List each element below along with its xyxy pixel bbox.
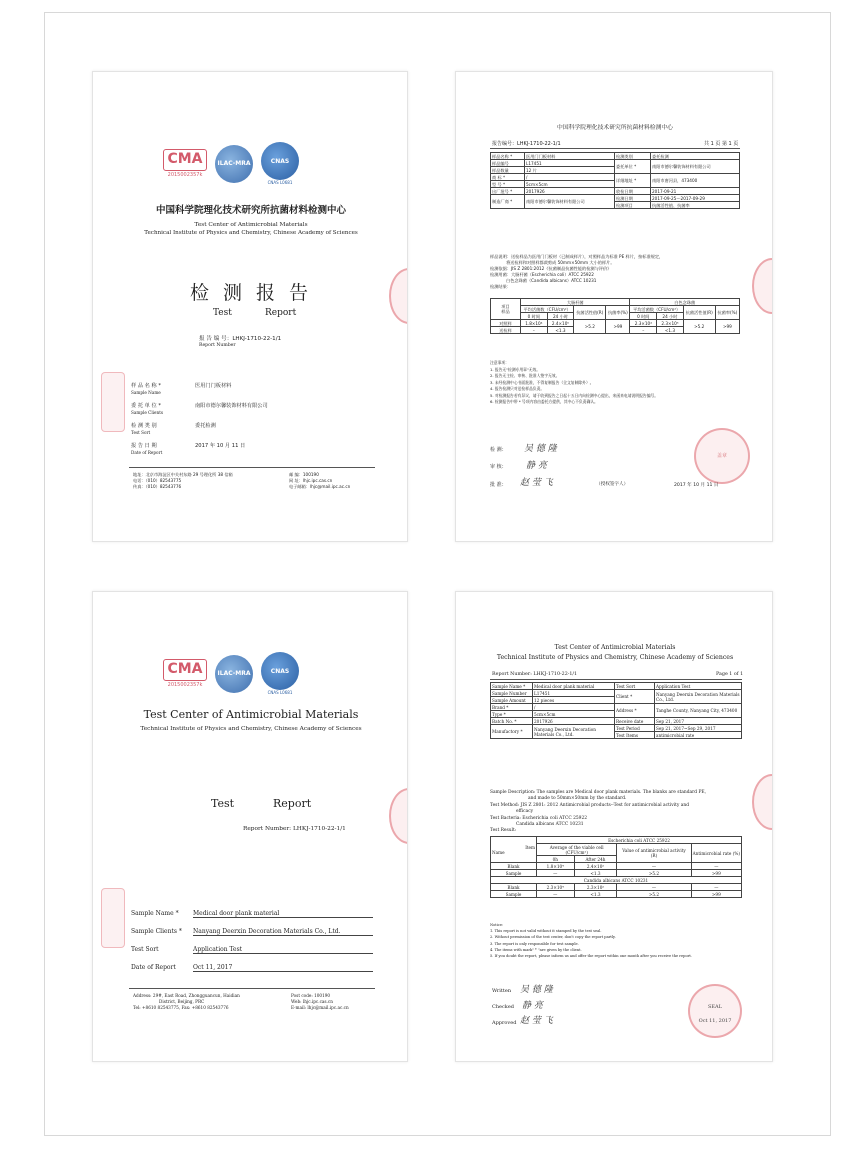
- note-item: 5. 对检测报告若有异议，请于收到报告之日起十五日内向检测中心提出，来函来电请说明报告编号。: [490, 392, 659, 398]
- test-method: 检测依据：JIS Z 2801:2012《抗菌制品抗菌性能的检测与评价》: [490, 266, 612, 271]
- reviewer-label: 审 核：: [490, 464, 507, 470]
- table-cell: [491, 299, 521, 320]
- bacteria-1: Test Bacteria: Escherichia coli ATCC 25922: [490, 815, 588, 821]
- sample-description: [490, 254, 740, 290]
- report-cover-english: [92, 591, 408, 1062]
- table-cell: 检测日期: [615, 195, 651, 202]
- side-seal: [752, 258, 773, 314]
- header-item: Item: [525, 844, 535, 850]
- report-results-chinese: [455, 71, 773, 542]
- header-0h: 0h: [537, 856, 575, 863]
- document-frame: [44, 12, 831, 1136]
- header-candida: 白色念珠菌: [630, 299, 740, 306]
- table-cell: 2.3×10⁵: [657, 320, 684, 327]
- sample-info-table: [490, 682, 742, 739]
- result-label: Test Result:: [490, 828, 517, 834]
- table-cell: /: [533, 704, 615, 711]
- field-label-en: Sample Name: [131, 390, 161, 395]
- table-cell: 1.8×10⁴: [521, 320, 548, 327]
- table-cell: 收检日期: [615, 188, 651, 195]
- note-item: 2. Without permission of the test center, don't copy the report partly.: [490, 935, 616, 940]
- note-item: 5. If you doubt the report, please inform us and offer the report within one month after you receive the report.: [490, 954, 692, 959]
- table-cell: 南阳市德尔馨装饰材料有限公司: [651, 160, 740, 174]
- divider: [490, 148, 740, 149]
- field-sample-clients: [131, 402, 371, 422]
- table-cell: 委托单位 *: [615, 160, 651, 174]
- table-row: [491, 195, 740, 202]
- header-value: 抗菌活性值(R): [574, 306, 606, 320]
- email-text: 电子邮箱：lhjc@mail.ipc.ac.cn: [289, 484, 351, 489]
- table-cell: Test Items: [615, 732, 655, 739]
- report-number-value: LHKJ-1710-22-1/1: [232, 336, 282, 342]
- table-cell: Address *: [615, 704, 655, 718]
- report-number: 报告编号：LHKJ-1710-22-1/1: [492, 141, 561, 147]
- fax-text: 传真：（010）82543776: [133, 484, 182, 489]
- table-cell: Type *: [491, 711, 533, 718]
- seal-label: SEAL: [707, 1004, 722, 1010]
- official-seal: [694, 428, 750, 484]
- table-cell: 1.8×10⁴: [537, 863, 575, 870]
- table-cell: >99: [691, 870, 741, 877]
- results-table: [490, 836, 742, 898]
- table-cell: 南阳市德尔馨装饰材料有限公司: [525, 195, 615, 209]
- cma-logo: [163, 149, 207, 179]
- table-cell: Sample Amount: [491, 697, 533, 704]
- field-label-cn: 样 品 名 称 *: [131, 383, 161, 389]
- table-cell: 2.3×10⁴: [537, 884, 575, 891]
- table-cell: 委托检测: [651, 153, 740, 160]
- header-24h: 24 小时: [547, 313, 574, 320]
- postcode-text: Post code: 100190: [291, 993, 331, 998]
- header-ecoli: Escherichia coli ATCC 25922: [537, 837, 742, 844]
- table-cell: <1.3: [547, 327, 574, 334]
- field-value: Oct 11, 2017: [193, 964, 373, 972]
- header-rate: Antimicrobial rate (%): [691, 844, 741, 863]
- table-row: [491, 884, 742, 891]
- table-cell: 2.3×10⁴: [630, 320, 657, 327]
- table-row: [491, 718, 742, 725]
- table-row: [491, 704, 742, 711]
- table-cell: 商 标 *: [491, 174, 525, 181]
- approved-signature: 赵 莹 飞: [520, 1016, 553, 1026]
- table-cell: Sep 21, 2017: [655, 718, 742, 725]
- side-seal: [389, 788, 408, 844]
- notes-label: 注意事项：: [490, 360, 509, 365]
- table-cell: —: [691, 863, 741, 870]
- field-label-en: Test Sort: [131, 430, 151, 435]
- field-test-sort: [131, 422, 371, 442]
- table-cell: 南阳市唐河县，473400: [651, 174, 740, 188]
- org-name-en: Test Center of Antimicrobial Materials: [143, 708, 359, 721]
- table-cell: >5.2: [574, 320, 606, 334]
- address-line: District, Beijing, PRC: [159, 999, 205, 1004]
- side-seal: [752, 774, 773, 830]
- table-cell: 详细地址 *: [615, 174, 651, 188]
- postcode-text: 邮 编：100190: [289, 472, 319, 477]
- bacteria-1: 大肠杆菌（Escherichia coli）ATCC 25922: [510, 272, 594, 277]
- approver-signature: 赵 莹 飞: [520, 478, 553, 488]
- field-report-date: [131, 964, 381, 982]
- table-cell: 2.4×10⁵: [547, 320, 574, 327]
- report-title-report: Report: [265, 308, 297, 318]
- accreditation-logos: [163, 142, 299, 185]
- table-row: [491, 306, 740, 313]
- approver-label: 批 准：: [490, 482, 507, 488]
- divider: [490, 679, 742, 680]
- report-title-cn: 检 测 报 告: [189, 282, 313, 304]
- field-value: 医用门门板材料: [195, 383, 232, 389]
- header-24h: 24 小时: [657, 313, 684, 320]
- field-label: Date of Report: [131, 964, 176, 971]
- header-ecoli: 大肠杆菌: [521, 299, 630, 306]
- notes-label: Notice:: [490, 923, 504, 927]
- report-number-label: Report Number:: [243, 826, 292, 832]
- table-row: [491, 160, 740, 167]
- org-name-cn: 中国科学院理化技术研究所抗菌材料检测中心: [155, 205, 346, 216]
- field-label-cn: 报 告 日 期: [131, 443, 157, 449]
- field-value: Application Test: [193, 946, 373, 954]
- cma-logo-label: CMA: [163, 659, 207, 681]
- field-sample-name: [131, 382, 371, 402]
- field-label-cn: 委 托 单 位 *: [131, 403, 161, 409]
- table-row: [491, 174, 740, 181]
- table-cell: 2017926: [525, 188, 615, 195]
- test-method-line: Test Method: JIS Z 2801: 2012 Antimicrobial products--Test for antimicrobial activity and: [490, 802, 690, 808]
- field-label-cn: 检 测 类 别: [131, 423, 157, 429]
- ilac-mra-logo: [215, 145, 253, 183]
- header-sample: 样品: [501, 309, 510, 314]
- contact-right: [291, 993, 349, 1011]
- contact-left: [133, 993, 240, 1011]
- table-cell: Tanghe County, Nanyang City, 473400: [655, 704, 742, 718]
- divider: [129, 988, 375, 989]
- table-cell: 型 号 *: [491, 181, 525, 188]
- note-item: 6. 检测报告中带 * 号项内容由委托方提供，其中心不负责确认。: [490, 399, 598, 404]
- approved-label: Approved: [492, 1020, 517, 1026]
- header-candida: Candida albicans ATCC 10231: [491, 877, 742, 884]
- table-row: [491, 153, 740, 160]
- table-cell: Test Period: [615, 725, 655, 732]
- header-0h: 0 时间: [521, 313, 548, 320]
- table-row: [491, 863, 742, 870]
- header-value: 抗菌活性值(R): [683, 306, 715, 320]
- notes-block: [490, 922, 744, 959]
- org-subtitle-en: Technical Institute of Physics and Chemistry, Chinese Academy of Sciences: [140, 726, 362, 732]
- field-label: Test Sort: [131, 946, 159, 953]
- table-row: [491, 870, 742, 877]
- field-label-en: Sample Clients: [131, 410, 164, 415]
- results-header-cn: 中国科学院理化技术研究所抗菌材料检测中心: [557, 125, 673, 131]
- report-date: 2017 年 10 月 11 日: [674, 483, 719, 488]
- table-cell: /: [525, 174, 615, 181]
- table-cell: >5.2: [617, 870, 691, 877]
- header-avg: Average of the viable cell (CFU/cm²): [537, 844, 617, 856]
- bacteria-2: 白色念珠菌（Candida albicans）ATCC 10231: [506, 278, 597, 283]
- field-test-sort: [131, 946, 381, 964]
- table-cell: Sample Name *: [491, 683, 533, 690]
- table-cell: 12 片: [525, 167, 615, 174]
- table-cell: 制造厂商 *: [491, 195, 525, 209]
- cma-logo-number: 2015002357k: [167, 681, 203, 688]
- table-cell: –: [630, 327, 657, 334]
- field-label: Sample Clients *: [131, 928, 182, 935]
- table-cell: >99: [606, 320, 630, 334]
- edge-stamp: [101, 372, 125, 432]
- bacteria-2: Candida albicans ATCC 10231: [516, 822, 584, 828]
- web-text: 网 址：lhjc.ipc.cas.cn: [289, 478, 333, 483]
- table-cell: 2.4×10⁵: [574, 863, 617, 870]
- table-cell: —: [537, 891, 575, 898]
- table-cell: >5.2: [617, 891, 691, 898]
- table-cell: >5.2: [683, 320, 715, 334]
- table-cell: Test Sort: [615, 683, 655, 690]
- table-cell: Receive date: [615, 718, 655, 725]
- notes-block: [490, 360, 740, 406]
- checked-label: Checked: [492, 1004, 514, 1010]
- cma-logo-label: CMA: [163, 149, 207, 171]
- table-cell: 2017926: [533, 718, 615, 725]
- cnas-logo-label: CNAS: [261, 142, 299, 180]
- table-cell: antimicrobial rate: [655, 732, 742, 739]
- header-item: 项目: [501, 304, 510, 309]
- table-cell: —: [537, 870, 575, 877]
- table-cell: <1.3: [574, 891, 617, 898]
- note-item: 4. 报告检测只对送检样品负责。: [490, 386, 545, 391]
- table-cell: —: [691, 884, 741, 891]
- report-number-en: Report Number: [199, 343, 236, 348]
- cover-fields: [131, 382, 371, 462]
- table-cell: –: [521, 327, 548, 334]
- page-count: Page 1 of 1: [716, 672, 744, 677]
- header-rate: 抗菌率(%): [715, 306, 739, 320]
- written-signature: 吴 德 隆: [520, 985, 553, 995]
- ilac-mra-label: ILAC-MRA: [217, 670, 251, 677]
- results-subheader-en: Technical Institute of Physics and Chemistry, Chinese Academy of Sciences: [496, 654, 734, 661]
- description-line: and made to 50mm×50mm by the standard.: [528, 796, 627, 802]
- table-row: [491, 188, 740, 195]
- table-row: [491, 877, 742, 884]
- sample-description: [490, 790, 744, 835]
- report-title-test: Test: [211, 797, 235, 810]
- note-item: 4. The items with mark" * "are given by the client.: [490, 947, 582, 952]
- ilac-mra-logo: [215, 655, 253, 693]
- table-cell: <1.3: [657, 327, 684, 334]
- description-line: 样品说明：送检样品为医用门门板材（已制成样片），对照样品为标准 PE 样片，按标准规定，: [490, 254, 664, 259]
- table-cell: L17451: [533, 690, 615, 697]
- report-cover-chinese: [92, 71, 408, 542]
- field-value: 2017 年 10 月 11 日: [195, 443, 246, 449]
- table-cell: [491, 837, 537, 863]
- table-cell: 出厂批号 *: [491, 188, 525, 195]
- row-label-blank: Blank: [491, 884, 537, 891]
- field-value: Nanyang Deerxin Decoration Materials Co., Ltd.: [193, 928, 373, 936]
- table-cell: Medical door plank material: [533, 683, 615, 690]
- table-cell: 样品名称 *: [491, 153, 525, 160]
- report-number: Report Number: LHKJ-1710-22-1/1: [492, 672, 578, 677]
- checked-signature: 静 亮: [522, 1001, 543, 1011]
- table-cell: Batch No. *: [491, 718, 533, 725]
- cma-logo: [163, 659, 207, 689]
- email-text: E-mail: lhjc@mail.ipc.ac.cn: [291, 1005, 349, 1010]
- report-number: [199, 334, 281, 342]
- cma-logo-number: 2015002357k: [167, 171, 203, 178]
- table-cell: 5cm×5cm: [525, 181, 615, 188]
- table-cell: Manufactory *: [491, 725, 533, 739]
- header-0h: 0 时间: [630, 313, 657, 320]
- table-cell: 对照样: [491, 320, 521, 327]
- table-cell: 2017-09-25～2017-09-29: [651, 195, 740, 202]
- table-cell: 送检样: [491, 327, 521, 334]
- edge-stamp: [101, 888, 125, 948]
- table-cell: Sep 21, 2017~Sep 29, 2017: [655, 725, 742, 732]
- field-sample-clients: [131, 928, 381, 946]
- field-label-en: Date of Report: [131, 450, 163, 455]
- table-cell: 样品数量: [491, 167, 525, 174]
- cnas-logo-number: CNAS L0681: [267, 180, 293, 185]
- table-cell: 检测类别: [615, 153, 651, 160]
- table-cell: 检测项目: [615, 202, 651, 209]
- row-label-sample: Sample: [491, 870, 537, 877]
- results-header-en: Test Center of Antimicrobial Materials: [554, 644, 676, 651]
- field-report-date: [131, 442, 371, 462]
- table-cell: Brand *: [491, 704, 533, 711]
- table-cell: <1.3: [574, 870, 617, 877]
- report-results-english: [455, 591, 773, 1062]
- approver-note: （授权签字人）: [596, 482, 629, 487]
- page-count: 共 1 页 第 1 页: [704, 141, 739, 147]
- tel-text: 电话：（010）82543775: [133, 478, 182, 483]
- note-item: 1. This report is not valid without it stamped by the test seal.: [490, 929, 602, 934]
- divider: [129, 467, 375, 468]
- written-label: Written: [492, 988, 512, 994]
- org-name-en: Test Center of Antimicrobial Materials: [194, 222, 308, 228]
- tester-label: 检 测：: [490, 447, 507, 453]
- table-row: [491, 837, 742, 844]
- web-text: Web: lhjc.ipc.cas.cn: [291, 999, 333, 1004]
- header-rate: 抗菌率(%): [606, 306, 630, 320]
- table-cell: L17451: [525, 160, 615, 167]
- table-cell: 2.3×10⁵: [574, 884, 617, 891]
- table-row: [491, 683, 742, 690]
- field-sample-name: [131, 910, 381, 928]
- table-cell: Nanyang Deerxin Decoration Materials Co., Ltd.: [656, 691, 740, 702]
- address-text: 地址：北京市海淀区中关村东路 29 号理化所 38 信箱: [133, 472, 233, 477]
- table-cell: >99: [715, 320, 739, 334]
- tel-text: Tel: +8610 82543775, Fax: +8610 82543776: [133, 1005, 229, 1010]
- official-seal: [688, 984, 742, 1038]
- table-row: [491, 725, 742, 732]
- seal-label: 盖章: [716, 453, 727, 459]
- tester-signature: 吴 德 隆: [524, 444, 557, 454]
- accreditation-logos: [163, 652, 299, 695]
- cnas-logo-number: CNAS L0681: [267, 690, 293, 695]
- header-24h: After 24h: [574, 856, 617, 863]
- field-value: 南阳市德尔馨装饰材料有限公司: [195, 403, 268, 409]
- table-cell: —: [617, 884, 691, 891]
- report-number-value: LHKJ-1710-22-1/1: [292, 826, 346, 832]
- table-cell: 2017-09-21: [651, 188, 740, 195]
- row-label-sample: Sample: [491, 891, 537, 898]
- description-line: 将送检样和对照样都裁剪成 50mm×50mm 大小的样片。: [506, 260, 615, 265]
- table-row: [491, 320, 740, 327]
- table-cell: —: [617, 863, 691, 870]
- test-method-line: efficacy: [516, 809, 534, 815]
- results-table: [490, 298, 740, 334]
- header-avg: 平均活菌数（CFU/cm²）: [630, 306, 683, 313]
- report-title-report: Report: [273, 797, 312, 810]
- field-value: 委托检测: [195, 423, 216, 429]
- table-row: [491, 299, 740, 306]
- table-cell: 5cm×5cm: [533, 711, 615, 718]
- table-cell: Application Test: [655, 683, 742, 690]
- ilac-mra-label: ILAC-MRA: [217, 160, 251, 167]
- report-number-label: 报 告 编 号：: [199, 336, 233, 342]
- sample-info-table: [490, 152, 740, 209]
- cnas-logo-label: CNAS: [261, 652, 299, 690]
- org-subtitle-en: Technical Institute of Physics and Chemistry, Chinese Academy of Sciences: [144, 230, 358, 236]
- table-cell: 12 pieces: [533, 697, 615, 704]
- cnas-logo: [261, 142, 299, 185]
- bacteria-label: 检测用菌：: [490, 272, 511, 277]
- table-cell: Nanyang Deerxin Decoration Materials Co., Ltd.: [533, 725, 615, 739]
- description-line: Sample Description: The samples are Medical door plank materials. The blanks are standard PE,: [490, 790, 707, 795]
- table-cell: 抗菌活性值、抗菌率: [651, 202, 740, 209]
- result-label: 检测结果：: [490, 284, 511, 289]
- table-cell: 医用门门板材料: [525, 153, 615, 160]
- note-item: 3. The report is only responsible for test sample.: [490, 941, 579, 946]
- field-value: Medical door plank material: [193, 910, 373, 918]
- table-cell: Client *: [615, 690, 655, 704]
- table-cell: >99: [691, 891, 741, 898]
- note-item: 3. 未经检测中心书面批准，不得复制报告（全文复制除外）。: [490, 379, 594, 385]
- table-cell: 样品编号: [491, 160, 525, 167]
- side-seal: [389, 268, 408, 324]
- contact-left: [133, 472, 233, 490]
- table-cell: Sample Number: [491, 690, 533, 697]
- report-title-test: Test: [213, 308, 232, 318]
- row-label-blank: Blank: [491, 863, 537, 870]
- address-line: Address: 29#, East Road, Zhongguancun, Haidian: [133, 993, 240, 998]
- cnas-logo: [261, 652, 299, 695]
- report-number: [243, 826, 346, 832]
- header-name: Name: [492, 849, 505, 855]
- note-item: 1. 报告无"检测专用章"无效。: [490, 366, 541, 372]
- reviewer-signature: 静 亮: [526, 461, 547, 471]
- table-row: [491, 891, 742, 898]
- note-item: 2. 报告无主检、审核、批准人签字无效。: [490, 373, 560, 378]
- table-row: [491, 690, 742, 697]
- header-avg: 平均活菌数（CFU/cm²）: [521, 306, 574, 313]
- contact-right: [289, 472, 350, 490]
- report-date: Oct 11, 2017: [698, 1018, 732, 1024]
- header-value: Value of antimicrobial activity (R): [617, 844, 691, 863]
- field-label: Sample Name *: [131, 910, 179, 917]
- cover-fields: [131, 910, 381, 982]
